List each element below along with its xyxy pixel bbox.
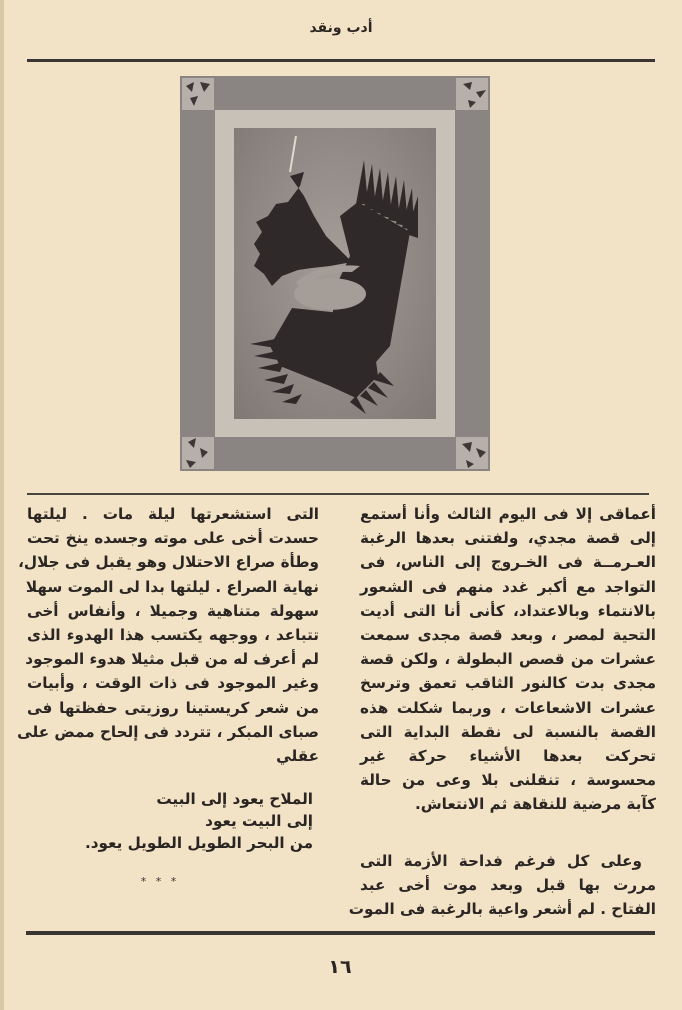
page-edge <box>0 0 4 1010</box>
section-rule <box>27 493 649 495</box>
text-line: تحركت بعدها الأشياء حركة غير <box>360 747 656 766</box>
text-line: لم أعرف له من قبل مثيلا هدوء الموجود <box>25 650 319 669</box>
text-line: القصة بالنسبة لى نقطة البداية التى <box>360 722 656 741</box>
text-line: عشرات الاشعاعات ، وربما شكلت هذه <box>360 698 656 717</box>
text-line: مررت بها قبل وبعد موت أخى عبد <box>360 875 656 894</box>
comb-figure-art <box>180 76 490 471</box>
article-column-left <box>17 502 319 768</box>
text-line: حسدت أخى على موته وجسده ينخ تحت <box>27 529 319 548</box>
text-line: الفتاح . لم أشعر واعية بالرغبة فى الموت <box>348 900 656 919</box>
text-line: كآبة مرضية للنقاهة ثم الانتعاش. <box>414 795 656 814</box>
running-header: أدب ونقد <box>309 20 373 36</box>
text-line: محسوسة ، تنقلنى بلا وعى من حالة <box>360 771 656 790</box>
poem-line: إلى البيت يعود <box>205 812 313 830</box>
text-line: إلى قصة مجدي، ولفتنى بعدها الرغبة <box>360 529 656 548</box>
poem-excerpt <box>27 788 313 854</box>
text-line: وغير الموجود فى ذات الوقت ، وأبيات <box>27 674 319 693</box>
article-column-right <box>348 502 656 921</box>
text-line: أعماقى إلا فى اليوم الثالث وأنا أستمع <box>360 505 656 523</box>
text-line: تتباعد ، ووجهه يكتسب هذا الهدوء الذى <box>27 626 319 645</box>
paragraph <box>348 849 656 922</box>
text-line: وعلى كل فرغم فداحة الأزمة التى <box>360 851 642 870</box>
illustration <box>180 76 490 471</box>
text-line: صباى المبكر ، تتردد فى إلحاح ممض على <box>17 722 319 741</box>
poem-line: من البحر الطويل الطويل يعود. <box>84 834 313 852</box>
text-line: عشرات من قصص البطولة ، ولكن قصة <box>360 650 656 669</box>
paragraph-gap <box>360 817 656 841</box>
text-line: وطأة صراع الاحتلال وهو يقبل فى جلال، <box>18 553 319 572</box>
footer-rule <box>26 931 655 935</box>
text-line: سهولة متناهية وجميلا ، وأنفاس أخى <box>27 601 319 620</box>
text-line: التواجد مع أكبر غدد منهم فى الشعور <box>360 577 656 596</box>
text-line: التى استشعرتها ليلة مات . ليلتها <box>27 505 319 523</box>
text-line: مجدى بدت كالنور الثاقب تعمق وترسخ <box>360 674 656 693</box>
poem-line: الملاح يعود إلى البيت <box>156 790 313 808</box>
page-number: ١٦ <box>328 956 352 978</box>
text-line: التحية لمصر ، وبعد قصة مجدى سمعت <box>360 626 656 645</box>
text-line: بالانتماء وبالاعتداد، كأنى أنا التى أديت <box>360 601 656 620</box>
header-rule <box>27 59 655 62</box>
text-line: عقلي <box>276 747 319 766</box>
text-line: العـرمــة فى الخـروج إلى الناس، فى <box>360 553 656 572</box>
text-line: من شعر كريستينا روزيتى حفظتها فى <box>27 698 319 717</box>
text-line: نهاية الصراع . ليلتها بدا لى الموت سهلا <box>25 577 319 596</box>
paragraph <box>17 502 319 768</box>
paragraph <box>360 502 656 817</box>
section-separator: * * * <box>140 875 180 888</box>
